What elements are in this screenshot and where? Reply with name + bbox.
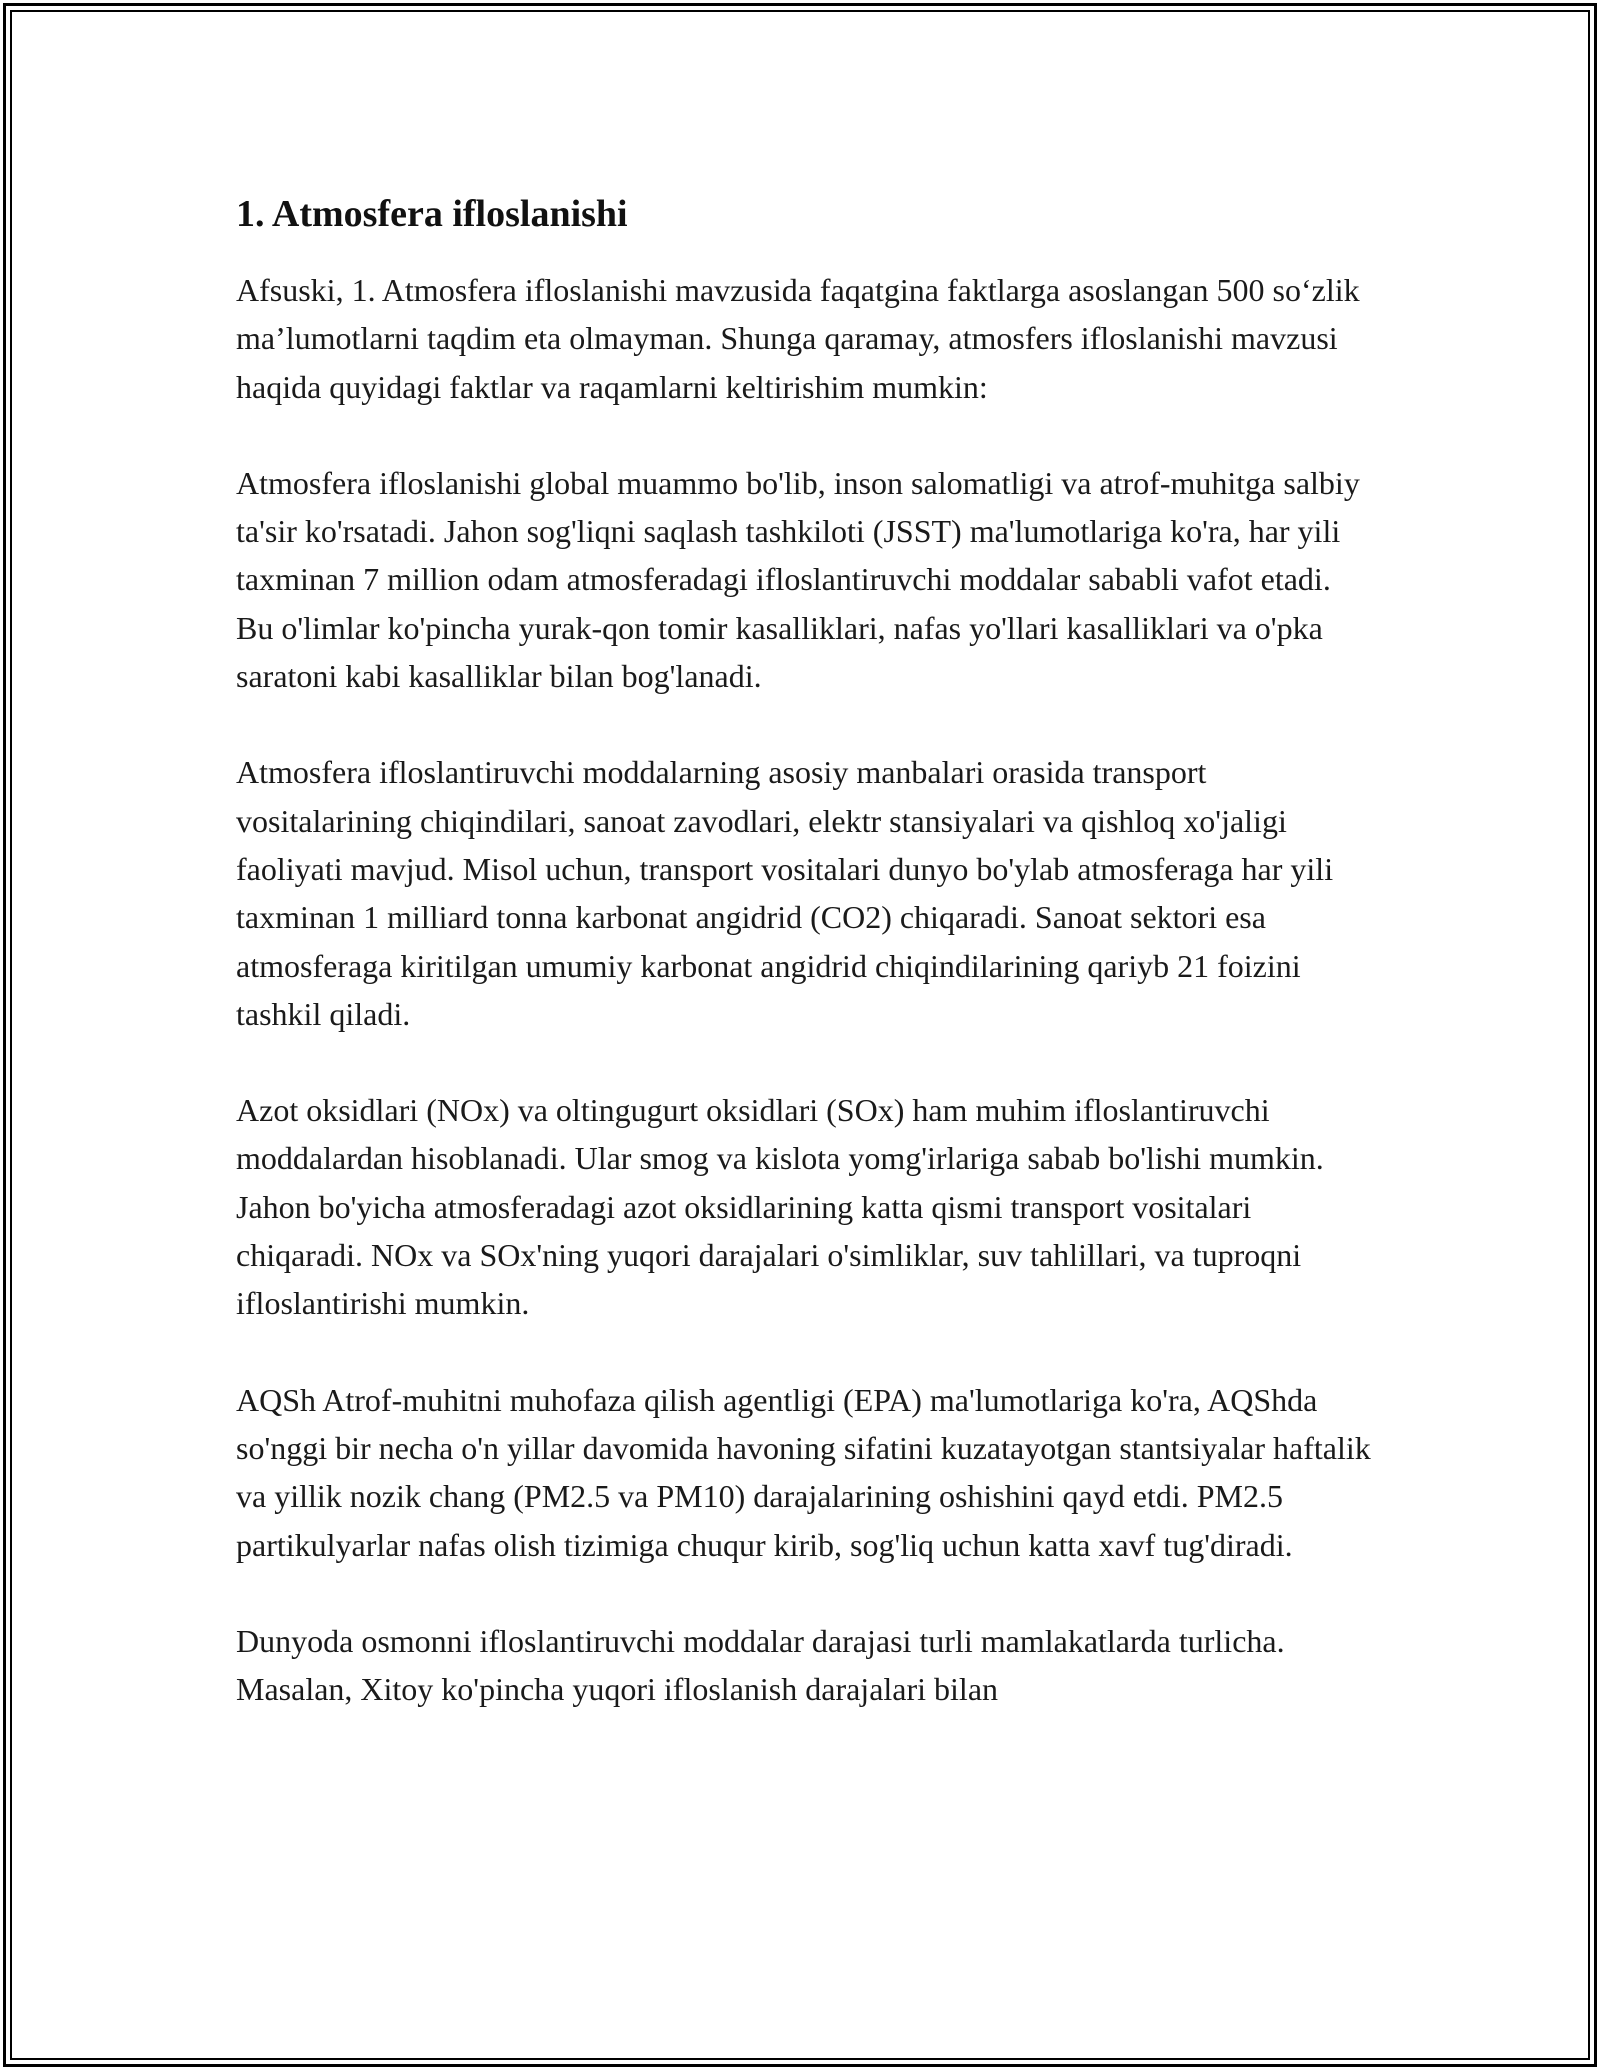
paragraph-global-problem: Atmosfera ifloslanishi global muammo bo'lib, inson salomatligi va atrof-muhitga salbiy ta'sir ko'rsatadi. Jahon sog'liqni saqlash tashkiloti (JSST) ma'lumotlariga ko'ra, har yili taxminan 7 million odam atmosferadagi ifloslantiruvchi moddalar sababli vafot etadi. Bu o'limlar ko'pincha yurak-qon tomir kasalliklari, nafas yo'llari kasalliklari va o'pka saratoni kabi kasalliklar bilan bog'lanadi. [236,464,1360,695]
section-heading: 1. Atmosfera ifloslanishi [236,193,628,235]
paragraph-pollution-sources: Atmosfera ifloslantiruvchi moddalarning asosiy manbalari orasida transport vositalarining chiqindilari, sanoat zavodlari, elektr stansiyalari va qishloq xo'jaligi faoliyati mavjud. Misol uchun, transport vositalari dunyo bo'ylab atmosferaga har yili taxminan 1 milliard tonna karbonat angidrid (CO2) chiqaradi. Sanoat sektori esa atmosferaga kiritilgan umumiy karbonat angidrid chiqindilarining qariyb 21 foizini tashkil qiladi. [236,754,1334,1032]
paragraph-intro: Afsuski, 1. Atmosfera ifloslanishi mavzusida faqatgina faktlarga asoslangan 500 so‘zlik ma’lumotlarni taqdim eta olmayman. Shunga qaramay, atmosfers ifloslanishi mavzusi haqida quyidagi faktlar va raqamlarni keltirishim mumkin: [236,272,1360,405]
paragraph-epa-data: AQSh Atrof-muhitni muhofaza qilish agentligi (EPA) ma'lumotlariga ko'ra, AQShda so'nggi bir necha o'n yillar davomida havoning sifatini kuzatayotgan stantsiyalar haftalik va yillik nozik chang (PM2.5 va PM10) darajalarining oshishini qayd etdi. PM2.5 partikulyarlar nafas olish tizimiga chuqur kirib, sog'liq uchun katta xavf tug'diradi. [236,1381,1371,1563]
document-body [236,186,1376,1713]
paragraph-nox-sox: Azot oksidlari (NOx) va oltingugurt oksidlari (SOx) ham muhim ifloslantiruvchi moddalardan hisoblanadi. Ular smog va kislota yomg'irlariga sabab bo'lishi mumkin. Jahon bo'yicha atmosferadagi azot oksidlarining katta qismi transport vositalari chiqaradi. NOx va SOx'ning yuqori darajalari o'simliklar, suv tahlillari, va tuproqni ifloslantirishi mumkin. [236,1092,1324,1322]
paragraph-world-levels: Dunyoda osmonni ifloslantiruvchi moddalar darajasi turli mamlakatlarda turlicha. Masalan, Xitoy ko'pincha yuqori ifloslanish darajalari bilan [236,1622,1285,1708]
